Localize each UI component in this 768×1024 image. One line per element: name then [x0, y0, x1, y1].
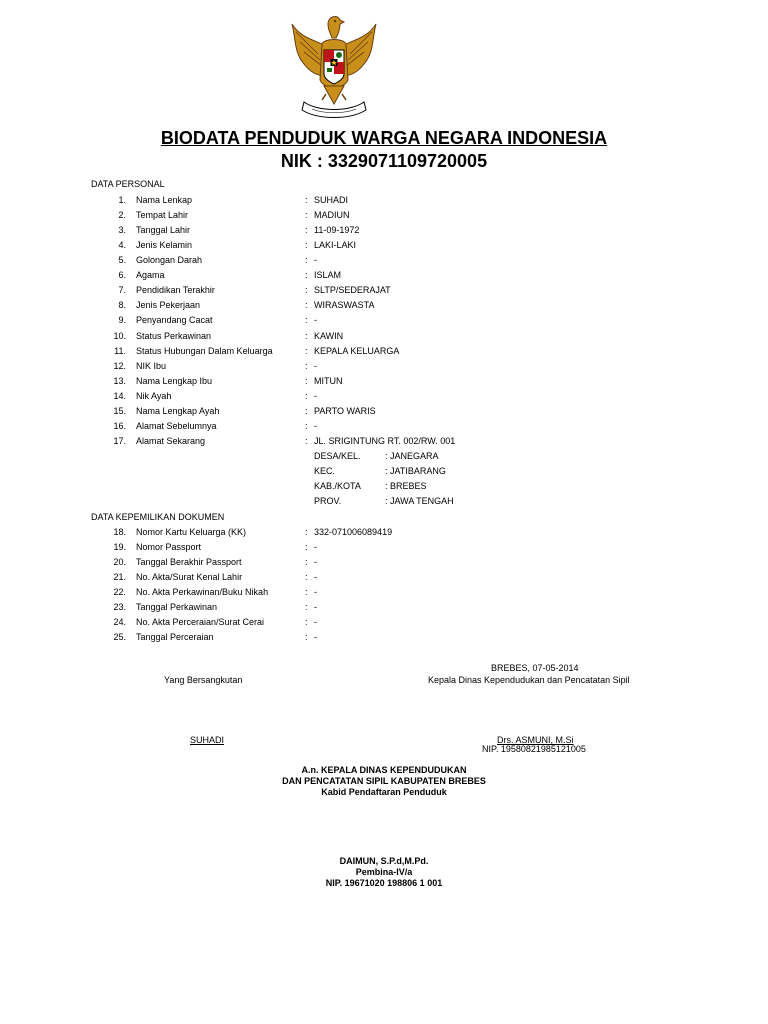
- item-number: 1.: [118, 195, 126, 205]
- list-item: [0, 210, 768, 225]
- list-item: [0, 572, 768, 587]
- item-label: Nama Lengkap Ayah: [136, 405, 220, 416]
- item-value: 11-09-1972: [314, 225, 360, 236]
- item-number: 5.: [118, 255, 126, 266]
- left-signatory-name: SUHADI: [190, 735, 225, 745]
- item-number: 9.: [118, 315, 126, 326]
- item-number: 2.: [118, 210, 126, 221]
- list-item: [0, 376, 768, 391]
- address-label: PROV.: [314, 496, 342, 506]
- item-number: 15.: [113, 405, 126, 416]
- item-value: -: [314, 587, 317, 598]
- item-number: 18.: [113, 527, 126, 537]
- item-colon: :: [305, 360, 308, 371]
- item-colon: :: [305, 240, 308, 251]
- nik-heading: NIK : 3329071109720005: [280, 151, 488, 171]
- item-number: 21.: [113, 572, 126, 583]
- item-value: -: [314, 557, 317, 568]
- item-label: Golongan Darah: [136, 255, 203, 266]
- item-label: Tanggal Perkawinan: [136, 602, 218, 613]
- list-item: [0, 527, 768, 542]
- address-label: KEC.: [314, 466, 336, 476]
- item-colon: :: [305, 270, 308, 281]
- item-number: 16.: [113, 420, 126, 431]
- list-item: [0, 602, 768, 617]
- item-number: 17.: [113, 435, 126, 446]
- list-item: [0, 240, 768, 255]
- item-colon: :: [305, 617, 308, 628]
- item-label: Tanggal Perceraian: [136, 632, 214, 643]
- item-value: KAWIN: [314, 330, 344, 341]
- item-number: 11.: [114, 345, 126, 356]
- item-number: 6.: [118, 270, 126, 281]
- list-item: [0, 421, 768, 436]
- item-label: Penyandang Cacat: [136, 315, 213, 326]
- item-label: Alamat Sekarang: [136, 435, 206, 446]
- list-item: [0, 195, 768, 210]
- item-number: 20.: [113, 557, 126, 568]
- item-colon: :: [305, 405, 308, 416]
- item-label: Nama Lengkap Ibu: [136, 375, 213, 386]
- item-label: No. Akta/Surat Kenal Lahir: [136, 572, 243, 583]
- item-label: No. Akta Perkawinan/Buku Nikah: [136, 587, 269, 598]
- item-label: Tanggal Berakhir Passport: [136, 557, 242, 568]
- item-label: Jenis Kelamin: [136, 240, 193, 251]
- list-item: [0, 315, 768, 330]
- item-number: 7.: [118, 285, 126, 296]
- official-name: DAIMUN, S.P.d,M.Pd.: [339, 856, 429, 866]
- item-colon: :: [305, 210, 308, 221]
- list-item: [0, 542, 768, 557]
- list-item: [0, 300, 768, 315]
- list-item: [0, 617, 768, 632]
- item-colon: :: [305, 300, 308, 311]
- item-value: -: [314, 572, 317, 583]
- item-number: 14.: [113, 390, 126, 401]
- item-value: SUHADI: [314, 195, 349, 205]
- authority-line-1: A.n. KEPALA DINAS KEPENDUDUKAN: [301, 765, 467, 775]
- list-item: [0, 587, 768, 602]
- item-colon: :: [305, 225, 308, 236]
- item-number: 10.: [113, 330, 126, 341]
- section-title-personal: DATA PERSONAL: [91, 179, 165, 189]
- item-value: -: [314, 542, 317, 553]
- item-colon: :: [305, 420, 308, 431]
- item-number: 22.: [113, 587, 126, 598]
- list-item: [0, 270, 768, 285]
- list-item: [0, 255, 768, 270]
- address-value: : BREBES: [385, 481, 427, 491]
- list-item: [0, 361, 768, 376]
- item-value: PARTO WARIS: [314, 405, 376, 416]
- list-item: [0, 406, 768, 421]
- item-colon: :: [305, 195, 308, 205]
- item-label: Agama: [136, 270, 165, 281]
- section-title-documents: DATA KEPEMILIKAN DOKUMEN: [91, 512, 225, 522]
- item-colon: :: [305, 375, 308, 386]
- item-value: MADIUN: [314, 210, 350, 221]
- item-value: LAKI-LAKI: [314, 240, 357, 251]
- item-label: No. Akta Perceraian/Surat Cerai: [136, 617, 265, 628]
- item-value: MITUN: [314, 375, 343, 386]
- item-colon: :: [305, 602, 308, 613]
- item-number: 3.: [118, 225, 126, 236]
- right-signatory-role: Kepala Dinas Kependudukan dan Pencatatan Sipil: [428, 675, 630, 685]
- item-label: Jenis Pekerjaan: [136, 300, 201, 311]
- item-label: Nik Ayah: [136, 390, 172, 401]
- item-value: SLTP/SEDERAJAT: [314, 285, 391, 296]
- official-nip: NIP. 19671020 198806 1 001: [325, 878, 443, 888]
- item-value: -: [314, 617, 317, 628]
- authority-line-3: Kabid Pendaftaran Penduduk: [321, 787, 447, 797]
- item-number: 19.: [113, 542, 126, 553]
- official-rank: Pembina-IV/a: [355, 867, 413, 877]
- list-item: [0, 557, 768, 572]
- item-number: 23.: [113, 602, 126, 613]
- item-value: -: [314, 360, 317, 371]
- item-colon: :: [305, 435, 308, 446]
- item-value: ISLAM: [314, 270, 342, 281]
- item-label: NIK Ibu: [136, 360, 167, 371]
- item-value: WIRASWASTA: [314, 300, 375, 311]
- item-colon: :: [305, 255, 308, 266]
- item-number: 25.: [113, 632, 126, 643]
- item-label: Nama Lenkap: [136, 195, 193, 205]
- item-value: -: [314, 255, 317, 266]
- item-colon: :: [305, 542, 308, 553]
- item-colon: :: [305, 285, 308, 296]
- item-label: Tanggal Lahir: [136, 225, 191, 236]
- item-colon: :: [305, 557, 308, 568]
- right-signatory-nip: NIP. 19580821985121005: [482, 744, 586, 754]
- item-label: Pendidikan Terakhir: [136, 285, 215, 296]
- document-title: BIODATA PENDUDUK WARGA NEGARA INDONESIA: [160, 128, 608, 148]
- item-colon: :: [305, 390, 308, 401]
- address-value: : JAWA TENGAH: [385, 496, 454, 506]
- address-label: DESA/KEL.: [314, 451, 361, 461]
- right-signatory-name: Drs. ASMUNI, M.Si: [497, 735, 574, 745]
- item-colon: :: [305, 572, 308, 583]
- authority-line-2: DAN PENCATATAN SIPIL KABUPATEN BREBES: [282, 776, 486, 786]
- item-colon: :: [305, 345, 308, 356]
- item-label: Alamat Sebelumnya: [136, 420, 217, 431]
- item-colon: :: [305, 587, 308, 598]
- item-label: Nomor Passport: [136, 542, 202, 553]
- item-value: KEPALA KELUARGA: [314, 345, 400, 356]
- address-label: KAB./KOTA: [314, 481, 361, 491]
- item-number: 12.: [113, 360, 126, 371]
- item-value: -: [314, 632, 317, 643]
- list-item: [0, 346, 768, 361]
- address-value: : JATIBARANG: [385, 466, 446, 476]
- item-value: -: [314, 315, 317, 326]
- address-value: : JANEGARA: [385, 451, 439, 461]
- place-date: BREBES, 07-05-2014: [491, 663, 579, 673]
- item-number: 13.: [113, 375, 126, 386]
- item-colon: :: [305, 527, 308, 537]
- item-label: Status Hubungan Dalam Keluarga: [136, 345, 273, 356]
- item-value: -: [314, 390, 317, 401]
- list-item: [0, 225, 768, 240]
- item-value: -: [314, 602, 317, 613]
- list-item: [0, 331, 768, 346]
- item-label: Nomor Kartu Keluarga (KK): [136, 527, 247, 537]
- item-label: Status Perkawinan: [136, 330, 212, 341]
- item-value: JL. SRIGINTUNG RT. 002/RW. 001: [314, 435, 456, 446]
- item-value: -: [314, 420, 317, 431]
- list-item: [0, 391, 768, 406]
- item-colon: :: [305, 632, 308, 643]
- item-colon: :: [305, 315, 308, 326]
- list-item: [0, 436, 768, 451]
- garuda-emblem-icon: [288, 10, 380, 122]
- item-number: 4.: [118, 240, 126, 251]
- item-value: 332-071006089419: [314, 527, 393, 537]
- item-colon: :: [305, 330, 308, 341]
- list-item: [0, 285, 768, 300]
- item-label: Tempat Lahir: [136, 210, 189, 221]
- item-number: 24.: [113, 617, 126, 628]
- left-signatory-role: Yang Bersangkutan: [164, 675, 243, 685]
- list-item: [0, 632, 768, 647]
- item-number: 8.: [118, 300, 126, 311]
